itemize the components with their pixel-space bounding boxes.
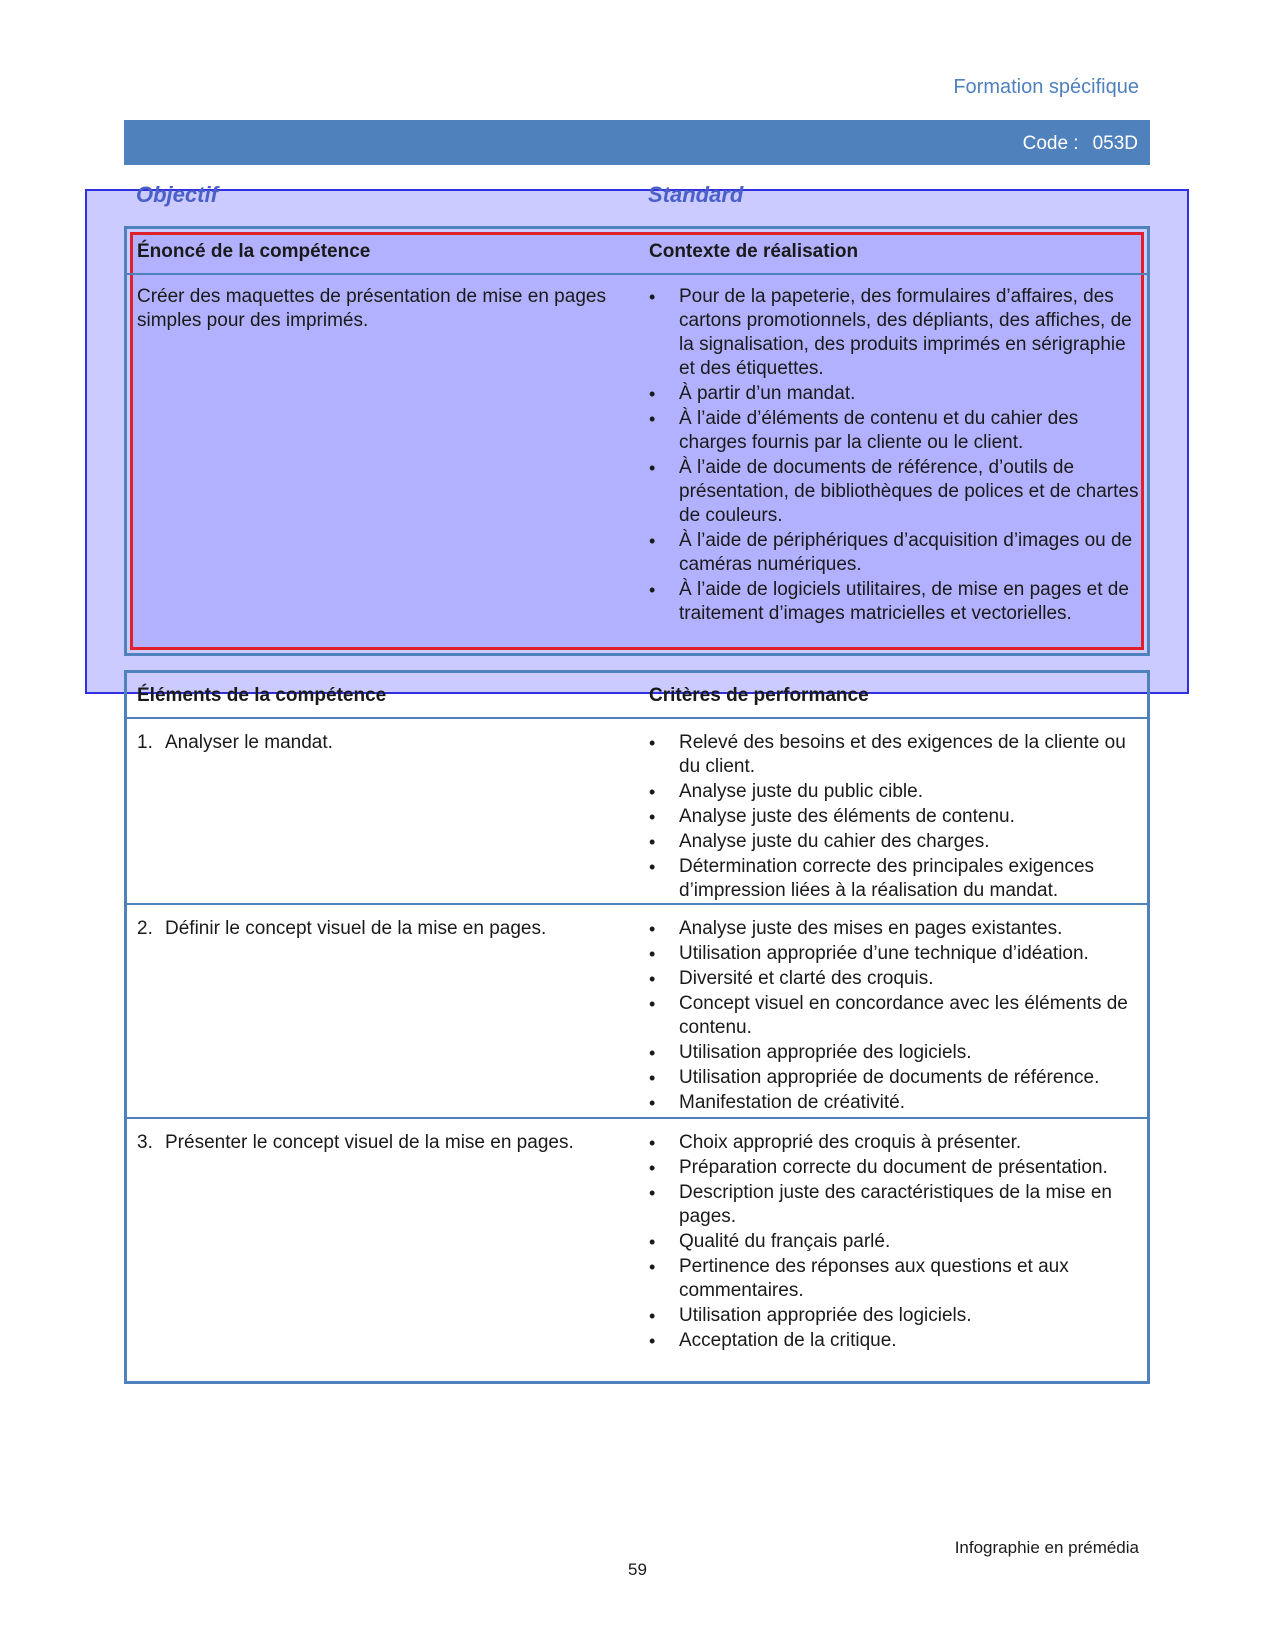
page-number: 59 — [628, 1560, 647, 1579]
criterion-item: • Description juste des caractéristiques de la mise en pages. — [649, 1181, 1139, 1229]
element-number: 3. — [137, 1132, 153, 1153]
criterion-item: • Qualité du français parlé. — [649, 1230, 1139, 1254]
document-section-label: Formation spécifique — [953, 76, 1139, 98]
criterion-item: • Choix approprié des croquis à présenter. — [649, 1131, 1139, 1155]
criteria-list — [649, 917, 1139, 1115]
criterion-item: • Manifestation de créativité. — [649, 1091, 1139, 1115]
element-text: Définir le concept visuel de la mise en pages. — [165, 918, 547, 939]
criterion-item: • Relevé des besoins et des exigences de la cliente ou du client. — [649, 731, 1139, 779]
criterion-item: • Pertinence des réponses aux questions et aux commentaires. — [649, 1255, 1139, 1303]
element-cell — [137, 731, 637, 755]
criteria-cell — [649, 1131, 1139, 1354]
element-row-3 — [127, 1119, 1147, 1381]
element-number: 2. — [137, 918, 153, 939]
criteria-column-header: Critères de performance — [649, 685, 869, 706]
criteria-list — [649, 731, 1139, 903]
criteria-cell — [649, 917, 1139, 1116]
criterion-item: • Utilisation appropriée des logiciels. — [649, 1304, 1139, 1328]
criterion-item: • Utilisation appropriée de documents de référence. — [649, 1066, 1139, 1090]
element-cell — [137, 1131, 637, 1155]
criterion-item: • Acceptation de la critique. — [649, 1329, 1139, 1353]
elements-table — [124, 670, 1150, 1384]
code-text — [1023, 133, 1138, 155]
context-item: • À l’aide de périphériques d’acquisition d’images ou de caméras numériques. — [649, 529, 1139, 577]
code-value: 053D — [1092, 133, 1138, 154]
competence-row — [127, 273, 1147, 653]
criterion-item: • Concept visuel en concordance avec les éléments de contenu. — [649, 992, 1139, 1040]
context-list-cell — [649, 285, 1139, 627]
criterion-item: • Utilisation appropriée des logiciels. — [649, 1041, 1139, 1065]
criterion-item: • Analyse juste des mises en pages existantes. — [649, 917, 1139, 941]
context-item: • À l’aide de documents de référence, d’outils de présentation, de bibliothèques de polices et de chartes de couleurs. — [649, 456, 1139, 528]
element-text: Présenter le concept visuel de la mise en pages. — [165, 1132, 574, 1153]
criterion-item: • Préparation correcte du document de présentation. — [649, 1156, 1139, 1180]
code-label: Code : — [1022, 133, 1079, 154]
context-item: • À partir d’un mandat. — [649, 382, 1139, 406]
context-item: • Pour de la papeterie, des formulaires d’affaires, des cartons promotionnels, des dépliants, des affiches, de la signalisation, des produits imprimés en sérigraphie et des étiquettes. — [649, 285, 1139, 381]
element-text: Analyser le mandat. — [165, 732, 333, 753]
elements-column-header: Éléments de la compétence — [137, 685, 387, 706]
criterion-item: • Analyse juste des éléments de contenu. — [649, 805, 1139, 829]
criterion-item: • Analyse juste du cahier des charges. — [649, 830, 1139, 854]
element-row-2 — [127, 905, 1147, 1119]
context-list — [649, 285, 1139, 626]
element-row-1 — [127, 719, 1147, 905]
element-number: 1. — [137, 732, 153, 753]
standard-heading: Standard — [648, 182, 744, 207]
element-cell — [137, 917, 637, 941]
criterion-item: • Diversité et clarté des croquis. — [649, 967, 1139, 991]
criteria-list — [649, 1131, 1139, 1353]
context-item: • À l’aide de logiciels utilitaires, de mise en pages et de traitement d’images matricielles et vectorielles. — [649, 578, 1139, 626]
context-item: • À l’aide d’éléments de contenu et du cahier des charges fournis par la cliente ou le client. — [649, 407, 1139, 455]
code-bar — [124, 120, 1150, 165]
criterion-item: • Analyse juste du public cible. — [649, 780, 1139, 804]
context-column-header: Contexte de réalisation — [649, 241, 859, 262]
footer-program-title: Infographie en prémédia — [954, 1538, 1139, 1557]
elements-table-header — [127, 673, 1147, 719]
statement-column-header: Énoncé de la compétence — [137, 241, 371, 262]
objective-heading: Objectif — [136, 182, 218, 207]
competence-statement: Créer des maquettes de présentation de mise en pages simples pour des imprimés. — [137, 286, 606, 331]
competence-table — [124, 226, 1150, 656]
criterion-item: • Utilisation appropriée d’une technique d’idéation. — [649, 942, 1139, 966]
competence-table-header — [127, 229, 1147, 275]
criteria-cell — [649, 731, 1139, 904]
criterion-item: • Détermination correcte des principales exigences d’impression liées à la réalisation du mandat. — [649, 855, 1139, 903]
